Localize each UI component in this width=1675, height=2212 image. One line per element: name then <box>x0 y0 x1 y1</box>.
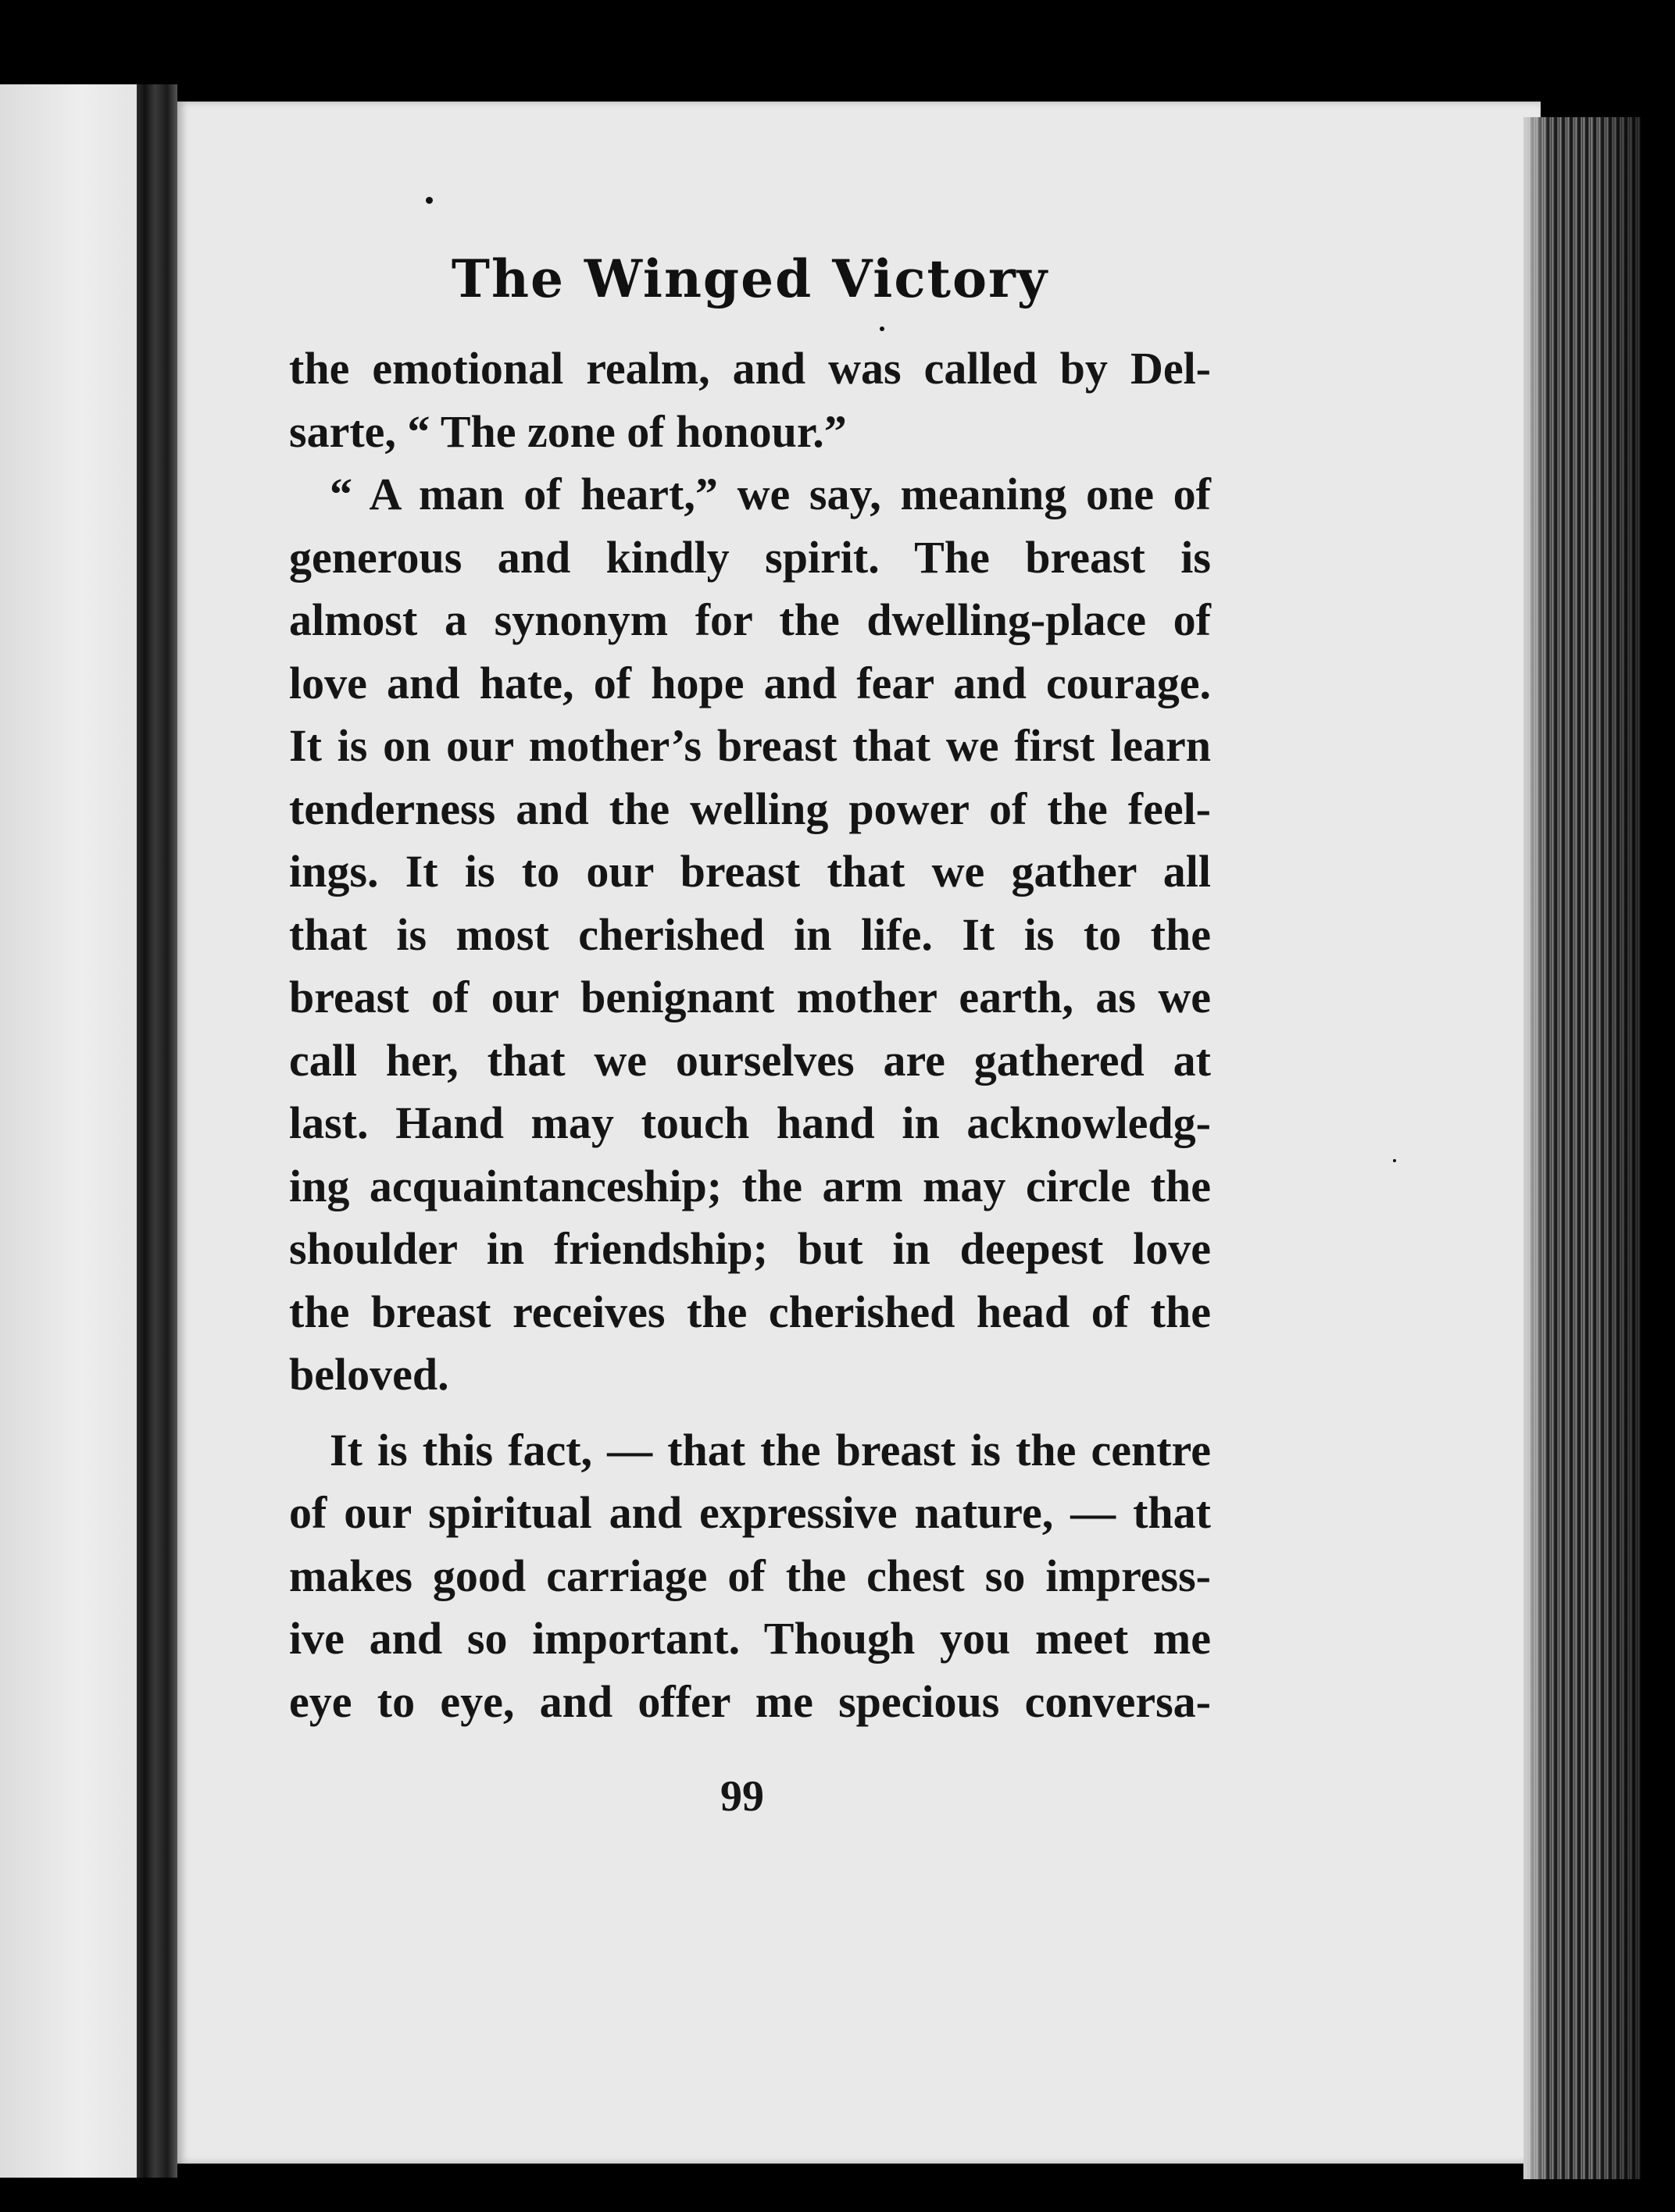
text-line: last. Hand may touch hand in acknowledg- <box>289 1097 1211 1148</box>
text-line: of our spiritual and expressive nature, — that <box>289 1487 1211 1538</box>
book-gutter <box>137 84 177 2178</box>
page-edges-shading <box>1523 117 1641 2179</box>
text-line: ive and so important. Though you meet me <box>289 1613 1211 1664</box>
text-line: It is this fact, — that the breast is the centre <box>330 1424 1211 1475</box>
text-line: the breast receives the cherished head of the <box>289 1286 1211 1337</box>
text-line: that is most cherished in life. It is to the <box>289 908 1211 960</box>
text-line: beloved. <box>289 1349 449 1400</box>
text-line: eye to eye, and offer me specious conversa- <box>289 1675 1211 1727</box>
text-line: call her, that we ourselves are gathered at <box>289 1034 1211 1086</box>
text-line: “ A man of heart,” we say, meaning one of <box>330 469 1211 519</box>
text-line: breast of our benignant mother earth, as we <box>289 972 1211 1022</box>
text-line: generous and kindly spirit. The breast is <box>289 531 1211 583</box>
ink-speck <box>880 326 884 331</box>
facing-page-edge <box>0 84 137 2178</box>
text-line: ing acquaintanceship; the arm may circle the <box>289 1160 1211 1211</box>
text-line: sarte, “ The zone of honour.” <box>289 405 847 457</box>
text-line: love and hate, of hope and fear and courage. <box>289 657 1211 708</box>
body-text <box>289 337 1211 1733</box>
running-head: The Winged Victory <box>451 248 1049 309</box>
paragraph-gap <box>289 1407 1211 1419</box>
ink-speck <box>1393 1159 1396 1162</box>
text-line: tenderness and the welling power of the feel- <box>289 783 1211 834</box>
text-line: almost a synonym for the dwelling-place of <box>289 594 1211 645</box>
page-number: 99 <box>720 1772 764 1821</box>
text-line: shoulder in friendship; but in deepest love <box>289 1223 1211 1274</box>
text-line: the emotional realm, and was called by Del- <box>289 343 1211 394</box>
text-line: ings. It is to our breast that we gather all <box>289 846 1211 897</box>
text-line: It is on our mother’s breast that we first learn <box>289 720 1211 771</box>
ink-speck <box>426 197 433 204</box>
text-line: makes good carriage of the chest so impress- <box>289 1550 1211 1601</box>
